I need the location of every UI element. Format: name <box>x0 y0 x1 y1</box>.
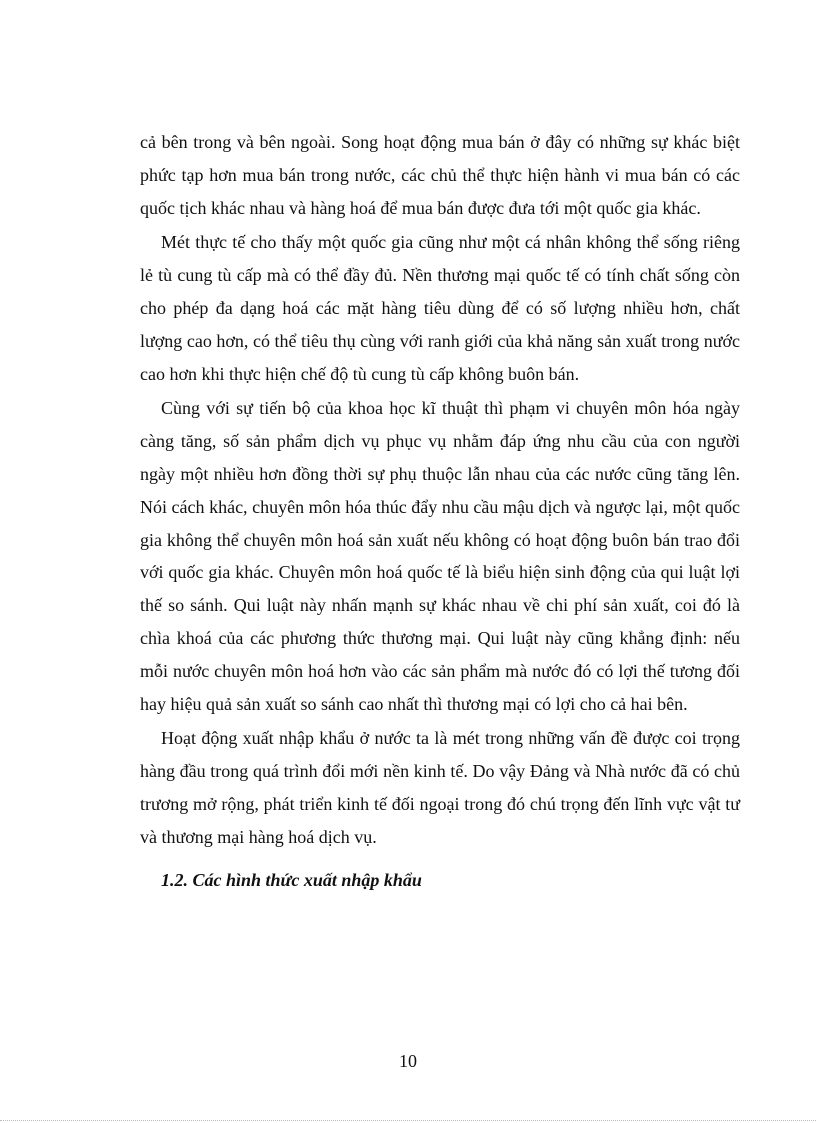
body-text <box>140 126 740 896</box>
paragraph: Cùng với sự tiến bộ của khoa học kĩ thuật thì phạm vi chuyên môn hóa ngày càng tăng, số sản phẩm dịch vụ phục vụ nhằm đáp ứng nhu cầu của con người ngày một nhiều hơn đồng thời sự phụ thuộc lẫn nhau của các nước cũng tăng lên. Nói cách khác, chuyên môn hóa thúc đẩy nhu cầu mậu dịch và ngược lại, một quốc gia không thể chuyên môn hoá sản xuất nếu không có hoạt động buôn bán trao đổi với quốc gia khác. Chuyên môn hoá quốc tế là biểu hiện sinh động của qui luật lợi thế so sánh. Qui luật này nhấn mạnh sự khác nhau về chi phí sản xuất, coi đó là chìa khoá của các phương thức thương mại. Qui luật này cũng khẳng định: nếu mỗi nước chuyên môn hoá hơn vào các sản phẩm mà nước đó có lợi thế tương đối hay hiệu quả sản xuất so sánh cao nhất thì thương mại có lợi cho cả hai bên. <box>140 398 740 714</box>
paragraph: Mét thực tế cho thấy một quốc gia cũng như một cá nhân không thể sống riêng lẻ tù cung tù cấp mà có thể đầy đủ. Nền thương mại quốc tế có tính chất sống còn cho phép đa dạng hoá các mặt hàng tiêu dùng để có số lượng nhiều hơn, chất lượng cao hơn, có thể tiêu thụ cùng với ranh giới của khả năng sản xuất trong nước cao hơn khi thực hiện chế độ tù cung tù cấp không buôn bán. <box>140 232 740 384</box>
page-number: 10 <box>399 1051 417 1071</box>
section-heading: 1.2. Các hình thức xuất nhập khẩu <box>161 869 422 890</box>
page-border <box>0 1120 816 1121</box>
paragraph: Hoạt động xuất nhập khẩu ở nước ta là mét trong những vấn đề được coi trọng hàng đầu trong quá trình đổi mới nền kinh tế. Do vậy Đảng và Nhà nước đã có chủ trương mở rộng, phát triển kinh tế đối ngoại trong đó chú trọng đến lĩnh vực vật tư và thương mại hàng hoá dịch vụ. <box>140 728 740 847</box>
paragraph-continuation: cả bên trong và bên ngoài. Song hoạt động mua bán ở đây có những sự khác biệt phức tạp hơn mua bán trong nước, các chủ thể thực hiện hành vi mua bán có các quốc tịch khác nhau và hàng hoá để mua bán được đưa tới một quốc gia khác. <box>140 132 740 218</box>
